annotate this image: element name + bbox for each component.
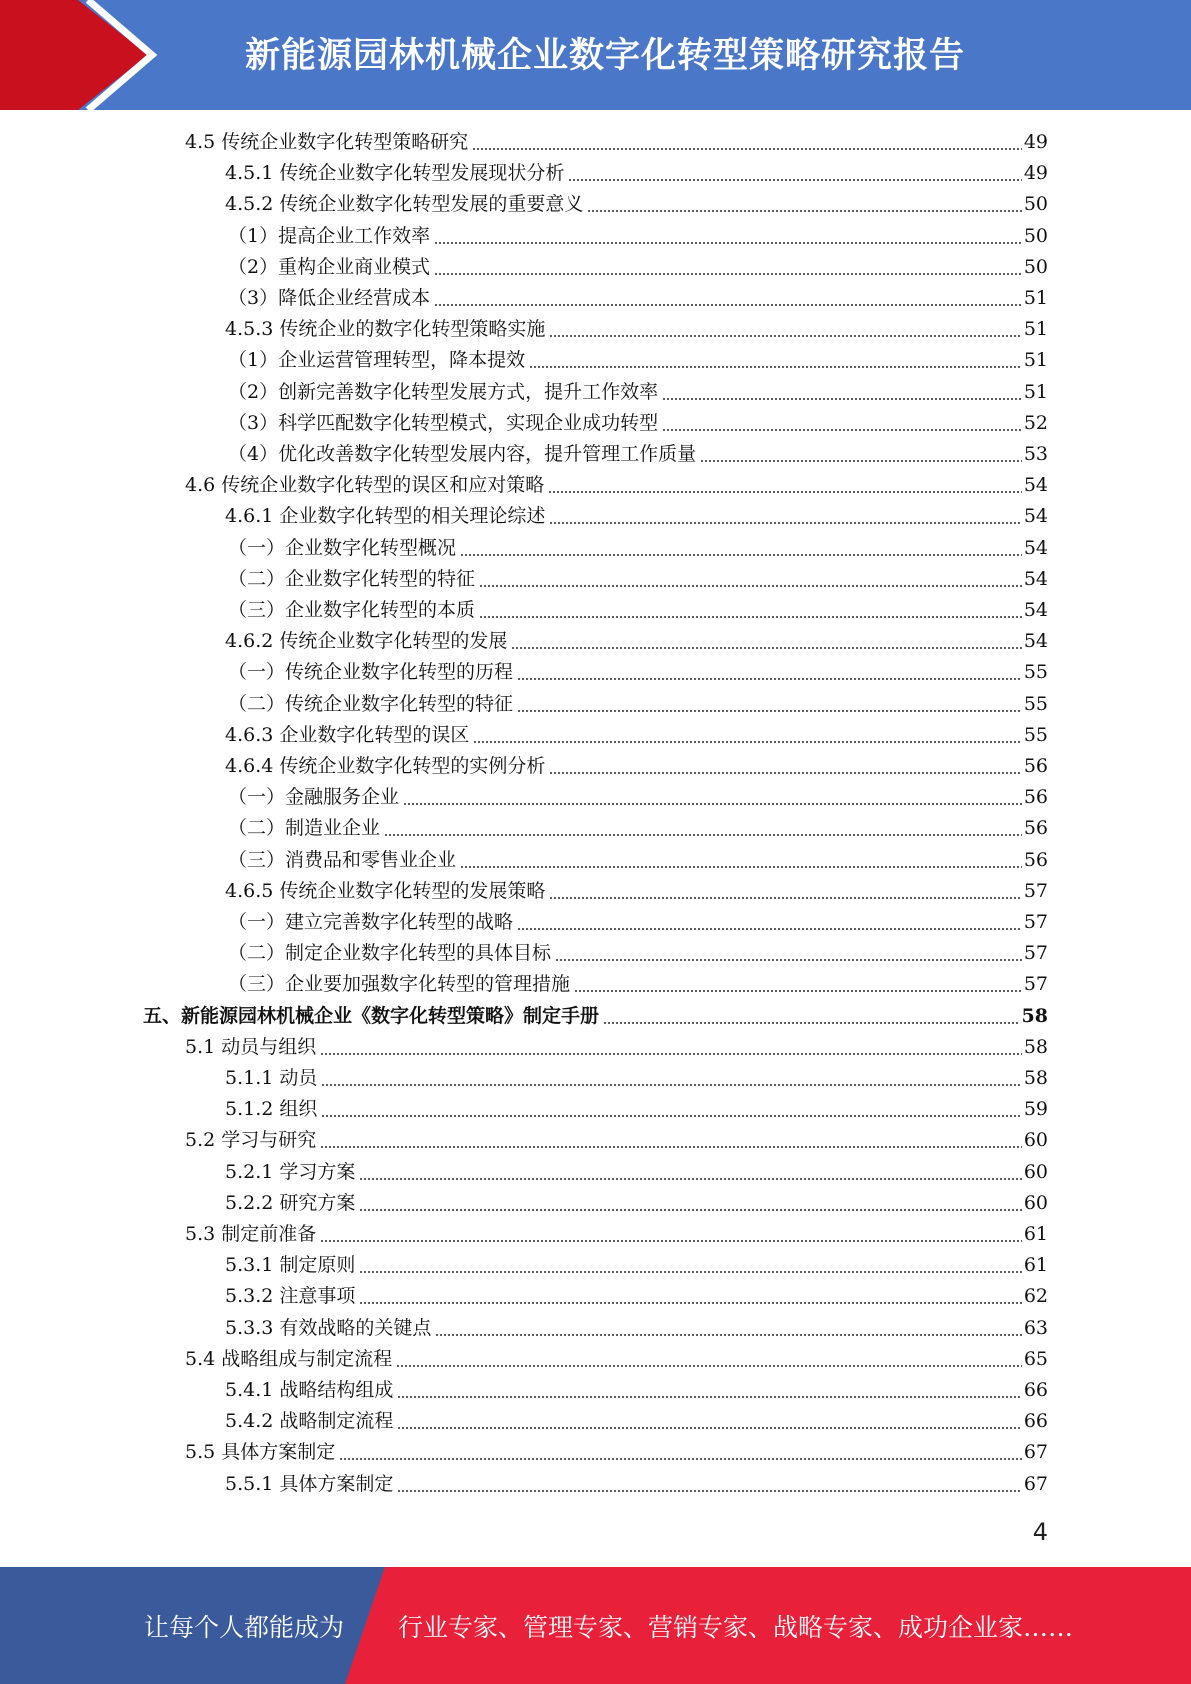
toc-entry-label: 5.5.1 具体方案制定 [225, 1473, 394, 1495]
toc-entry-label: 4.6.1 企业数字化转型的相关理论综述 [225, 505, 546, 527]
toc-entry-label: 5.2.2 研究方案 [225, 1192, 356, 1214]
toc-entry[interactable] [185, 1344, 1048, 1375]
toc-dot-leader [397, 1490, 1021, 1492]
toc-entry-label: 5.2.1 学习方案 [225, 1161, 356, 1183]
toc-entry[interactable] [225, 1063, 1048, 1094]
toc-entry[interactable] [228, 845, 1048, 876]
toc-entry[interactable] [225, 1313, 1048, 1344]
toc-dot-leader [662, 429, 1022, 431]
toc-entry-label: （一）企业数字化转型概况 [228, 537, 457, 559]
toc-dot-leader [529, 366, 1022, 368]
toc-entry-label: 4.6.4 传统企业数字化转型的实例分析 [225, 755, 546, 777]
toc-entry-label: （2）创新完善数字化转型发展方式，提升工作效率 [228, 381, 659, 403]
toc-entry-label: 4.5.2 传统企业数字化转型发展的重要意义 [225, 193, 584, 215]
toc-entry-label: 5.3 制定前准备 [185, 1223, 317, 1245]
toc-entry-page: 63 [1023, 1317, 1048, 1339]
toc-dot-leader [434, 242, 1022, 244]
toc-entry[interactable] [228, 938, 1048, 969]
toc-entry-label: 4.5.1 传统企业数字化转型发展现状分析 [225, 162, 565, 184]
toc-entry[interactable] [228, 221, 1048, 252]
page-number: 4 [1032, 1518, 1048, 1546]
toc-entry[interactable] [225, 626, 1048, 657]
toc-entry-label: （一）建立完善数字化转型的战略 [228, 911, 514, 933]
toc-entry[interactable] [185, 1219, 1048, 1250]
toc-dot-leader [472, 148, 1022, 150]
toc-entry-label: 5.2 学习与研究 [185, 1129, 317, 1151]
toc-dot-leader [479, 585, 1022, 587]
toc-entry[interactable] [185, 127, 1048, 158]
toc-entry-page: 57 [1023, 911, 1048, 933]
toc-entry-page: 65 [1023, 1348, 1048, 1370]
toc-entry[interactable] [225, 751, 1048, 782]
toc-entry[interactable] [228, 689, 1048, 720]
toc-entry-label: （一）金融服务企业 [228, 786, 400, 808]
toc-dot-leader [321, 1084, 1021, 1086]
toc-entry-label: 5.1.1 动员 [225, 1067, 318, 1089]
toc-dot-leader [359, 1209, 1021, 1211]
toc-entry-page: 56 [1023, 755, 1048, 777]
toc-entry-page: 51 [1023, 318, 1048, 340]
toc-dot-leader [435, 1334, 1021, 1336]
toc-dot-leader [434, 273, 1022, 275]
toc-entry-label: 4.6.5 传统企业数字化转型的发展策略 [225, 880, 546, 902]
toc-entry-label: （1）提高企业工作效率 [228, 225, 431, 247]
toc-entry[interactable] [228, 907, 1048, 938]
toc-dot-leader [403, 803, 1022, 805]
toc-entry-page: 61 [1023, 1223, 1048, 1245]
toc-entry-page: 61 [1023, 1254, 1048, 1276]
toc-entry-page: 62 [1023, 1285, 1048, 1307]
toc-entry[interactable] [228, 283, 1048, 314]
toc-entry-page: 54 [1023, 474, 1048, 496]
toc-entry-page: 66 [1023, 1410, 1048, 1432]
toc-dot-leader [460, 866, 1022, 868]
toc-entry[interactable] [228, 439, 1048, 470]
toc-dot-leader [549, 897, 1021, 899]
toc-entry[interactable] [225, 1469, 1048, 1500]
toc-entry-page: 54 [1023, 537, 1048, 559]
toc-dot-leader [511, 647, 1021, 649]
toc-entry-label: （二）制定企业数字化转型的具体目标 [228, 942, 552, 964]
toc-dot-leader [587, 210, 1021, 212]
toc-entry[interactable] [228, 252, 1048, 283]
toc-entry-page: 60 [1023, 1129, 1048, 1151]
toc-entry-label: （一）传统企业数字化转型的历程 [228, 661, 514, 683]
toc-dot-leader [574, 990, 1022, 992]
toc-entry[interactable] [228, 657, 1048, 688]
footer-slogan-left: 让每个人都能成为 [144, 1613, 345, 1642]
toc-entry-label: 4.5 传统企业数字化转型策略研究 [185, 131, 469, 153]
toc-dot-leader [549, 522, 1021, 524]
toc-entry-page: 51 [1023, 381, 1048, 403]
toc-entry-page: 54 [1023, 505, 1048, 527]
toc-dot-leader [473, 741, 1021, 743]
toc-entry-label: 5.5 具体方案制定 [185, 1441, 336, 1463]
toc-entry-page: 60 [1023, 1161, 1048, 1183]
toc-entry-label: （二）制造业企业 [228, 817, 381, 839]
toc-entry[interactable] [228, 782, 1048, 813]
toc-entry-page: 58 [1021, 1005, 1048, 1027]
toc-entry-label: 5.1 动员与组织 [185, 1036, 317, 1058]
toc-dot-leader [517, 678, 1022, 680]
toc-entry-label: 4.6 传统企业数字化转型的误区和应对策略 [185, 474, 545, 496]
toc-dot-leader [396, 1365, 1022, 1367]
toc-dot-leader [555, 959, 1022, 961]
toc-entry-page: 50 [1023, 256, 1048, 278]
toc-entry-label: （三）企业要加强数字化转型的管理措施 [228, 973, 571, 995]
toc-entry-label: （二）传统企业数字化转型的特征 [228, 693, 514, 715]
toc-dot-leader [548, 491, 1022, 493]
toc-dot-leader [339, 1458, 1022, 1460]
toc-entry-page: 52 [1023, 412, 1048, 434]
toc-entry-page: 66 [1023, 1379, 1048, 1401]
toc-entry[interactable] [228, 377, 1048, 408]
toc-dot-leader [397, 1396, 1021, 1398]
toc-entry-page: 56 [1023, 849, 1048, 871]
toc-entry-page: 49 [1023, 131, 1048, 153]
toc-dot-leader [549, 772, 1021, 774]
report-title: 新能源园林机械企业数字化转型策略研究报告 [245, 36, 966, 76]
toc-entry-label: 5.4 战略组成与制定流程 [185, 1348, 393, 1370]
page-footer [0, 1567, 1191, 1684]
toc-entry-page: 55 [1023, 661, 1048, 683]
toc-entry-page: 60 [1023, 1192, 1048, 1214]
toc-dot-leader [517, 710, 1022, 712]
toc-entry-page: 54 [1023, 630, 1048, 652]
toc-entry-page: 50 [1023, 193, 1048, 215]
toc-entry-page: 50 [1023, 225, 1048, 247]
toc-dot-leader [700, 460, 1022, 462]
toc-entry-label: 4.6.2 传统企业数字化转型的发展 [225, 630, 508, 652]
toc-entry[interactable] [225, 1406, 1048, 1437]
toc-dot-leader [384, 834, 1022, 836]
toc-entry-label: 5.4.1 战略结构组成 [225, 1379, 394, 1401]
toc-entry[interactable] [185, 1032, 1048, 1063]
toc-entry[interactable] [225, 158, 1048, 189]
toc-entry[interactable] [225, 1250, 1048, 1281]
toc-entry[interactable] [228, 345, 1048, 376]
toc-entry-page: 51 [1023, 349, 1048, 371]
toc-entry-label: （3）科学匹配数字化转型模式，实现企业成功转型 [228, 412, 659, 434]
toc-entry[interactable] [225, 720, 1048, 751]
toc-entry-label: （3）降低企业经营成本 [228, 287, 431, 309]
toc-dot-leader [320, 1240, 1022, 1242]
toc-entry-page: 55 [1023, 724, 1048, 746]
toc-entry-label: （1）企业运营管理转型，降本提效 [228, 349, 526, 371]
toc-entry[interactable] [143, 1001, 1048, 1032]
toc-entry-page: 51 [1023, 287, 1048, 309]
toc-dot-leader [662, 398, 1022, 400]
toc-entry[interactable] [185, 470, 1048, 501]
toc-entry-page: 58 [1023, 1036, 1048, 1058]
header-arrow-decoration [0, 0, 160, 110]
toc-entry-label: 5.1.2 组织 [225, 1098, 318, 1120]
toc-dot-leader [479, 616, 1022, 618]
toc-entry-label: 5.3.3 有效战略的关键点 [225, 1317, 432, 1339]
toc-entry-page: 54 [1023, 568, 1048, 590]
toc-dot-leader [549, 335, 1021, 337]
toc-entry-page: 55 [1023, 693, 1048, 715]
toc-entry-page: 56 [1023, 786, 1048, 808]
toc-entry[interactable] [228, 564, 1048, 595]
toc-entry[interactable] [185, 1437, 1048, 1468]
toc-entry-page: 59 [1023, 1098, 1048, 1120]
toc-entry[interactable] [225, 1188, 1048, 1219]
toc-entry[interactable] [228, 813, 1048, 844]
toc-entry-label: 五、新能源园林机械企业《数字化转型策略》制定手册 [143, 1005, 600, 1027]
footer-slogan-right: 行业专家、管理专家、营销专家、战略专家、成功企业家…… [398, 1613, 1074, 1642]
toc-dot-leader [321, 1115, 1021, 1117]
toc-entry-label: （三）企业数字化转型的本质 [228, 599, 476, 621]
toc-dot-leader [320, 1146, 1022, 1148]
toc-entry[interactable] [225, 1375, 1048, 1406]
toc-dot-leader [359, 1271, 1021, 1273]
toc-entry[interactable] [225, 1157, 1048, 1188]
toc-entry-page: 57 [1023, 973, 1048, 995]
toc-entry[interactable] [185, 1125, 1048, 1156]
toc-entry[interactable] [225, 1094, 1048, 1125]
toc-dot-leader [359, 1178, 1021, 1180]
toc-entry-page: 54 [1023, 599, 1048, 621]
toc-dot-leader [397, 1427, 1021, 1429]
toc-entry-page: 57 [1023, 880, 1048, 902]
toc-entry-label: 5.3.1 制定原则 [225, 1254, 356, 1276]
toc-entry-label: 4.5.3 传统企业的数字化转型策略实施 [225, 318, 546, 340]
toc-entry-page: 57 [1023, 942, 1048, 964]
toc-dot-leader [434, 304, 1022, 306]
toc-entry[interactable] [225, 1281, 1048, 1312]
page-header [0, 0, 1191, 110]
toc-entry-page: 58 [1023, 1067, 1048, 1089]
toc-dot-leader [568, 179, 1021, 181]
toc-entry[interactable] [225, 876, 1048, 907]
toc-entry-label: 4.6.3 企业数字化转型的误区 [225, 724, 470, 746]
toc-entry-page: 67 [1023, 1473, 1048, 1495]
toc-dot-leader [320, 1053, 1022, 1055]
toc-entry[interactable] [225, 314, 1048, 345]
toc-entry[interactable] [228, 408, 1048, 439]
toc-entry[interactable] [228, 969, 1048, 1000]
toc-entry-page: 67 [1023, 1441, 1048, 1463]
toc-dot-leader [359, 1302, 1021, 1304]
toc-dot-leader [517, 928, 1022, 930]
toc-entry[interactable] [228, 595, 1048, 626]
toc-entry-label: 5.4.2 战略制定流程 [225, 1410, 394, 1432]
toc-entry[interactable] [225, 189, 1048, 220]
toc-entry-page: 53 [1023, 443, 1048, 465]
toc-dot-leader [603, 1022, 1020, 1024]
toc-entry-page: 49 [1023, 162, 1048, 184]
toc-entry-label: 5.3.2 注意事项 [225, 1285, 356, 1307]
toc-entry-label: （三）消费品和零售业企业 [228, 849, 457, 871]
toc-entry-label: （4）优化改善数字化转型发展内容，提升管理工作质量 [228, 443, 697, 465]
toc-entry-label: （2）重构企业商业模式 [228, 256, 431, 278]
toc-entry[interactable] [225, 501, 1048, 532]
toc-entry[interactable] [228, 533, 1048, 564]
toc-dot-leader [460, 554, 1022, 556]
toc-entry-page: 56 [1023, 817, 1048, 839]
toc-entry-label: （二）企业数字化转型的特征 [228, 568, 476, 590]
